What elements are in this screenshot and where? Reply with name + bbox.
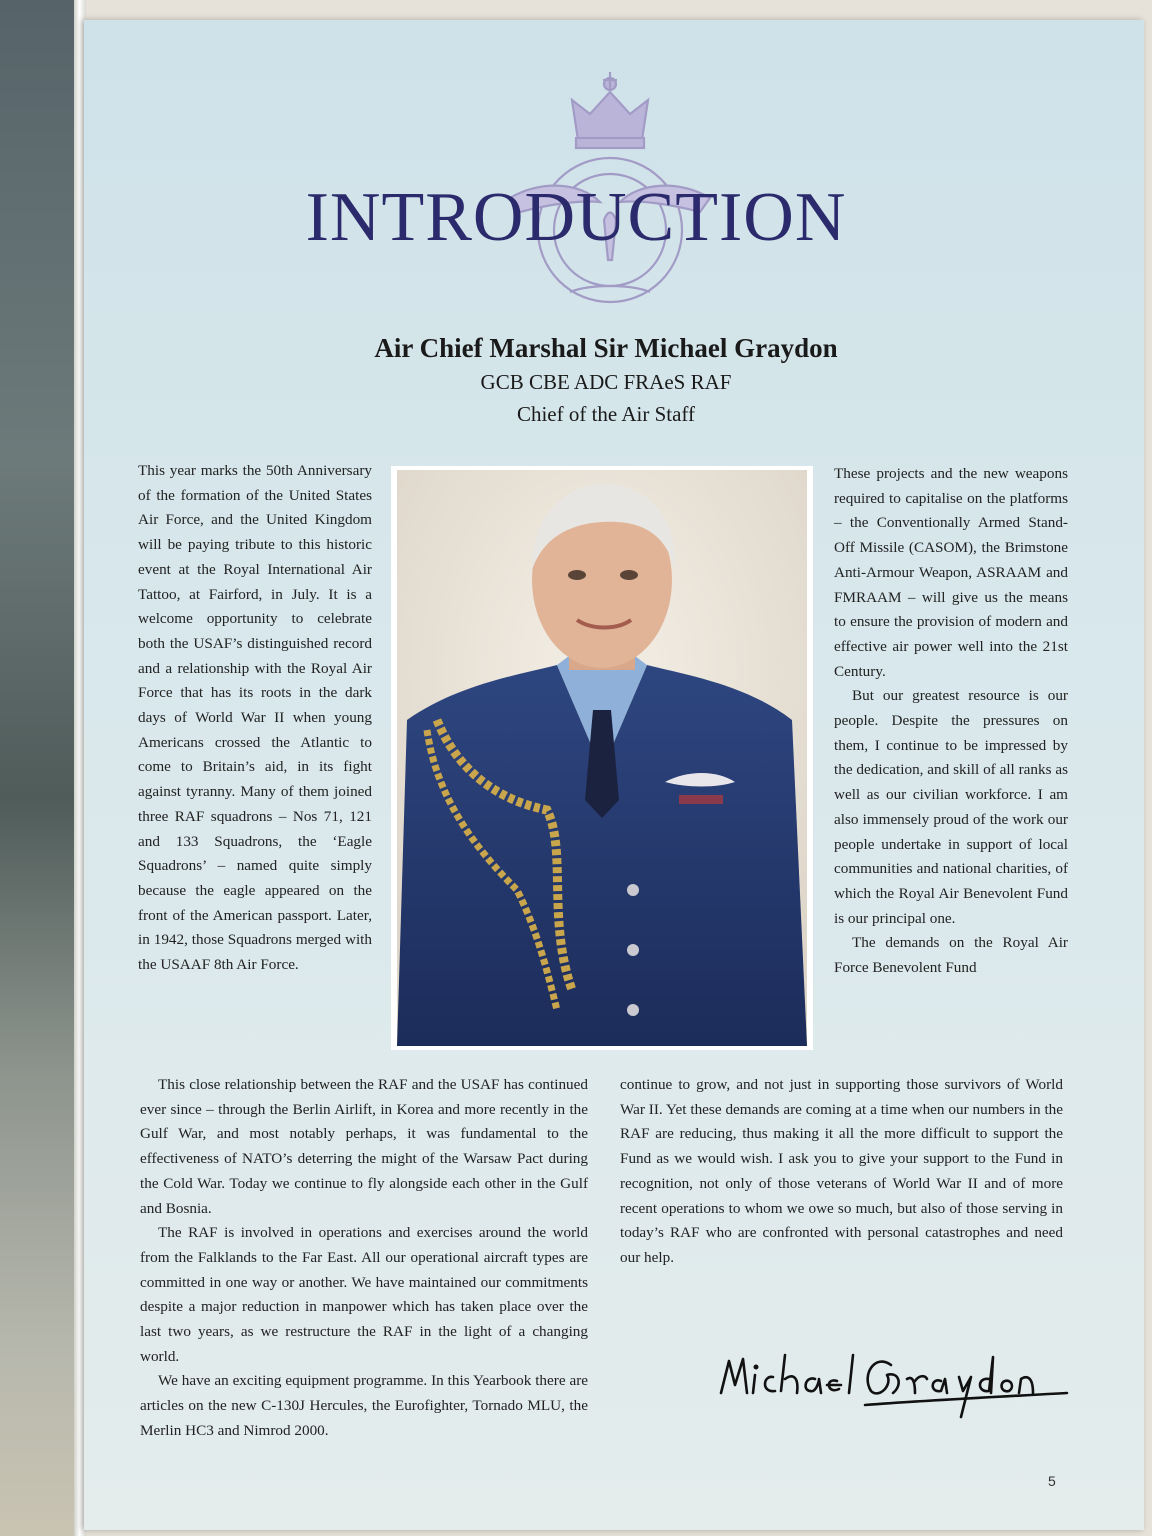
page-title: INTRODUCTION (305, 179, 847, 256)
paragraph: The demands on the Royal Air Force Benevolent Fund (834, 934, 1068, 977)
bottom-right-text (620, 1073, 1063, 1271)
paragraph: But our greatest resource is our people. Despite the pressures on them, I continue to be impressed by the dedication, and skill of all ranks as well as our civilian workforce. I am also immensely proud of the work our people undertake in support of local communities and national charities, of which the Royal Air Benevolent Fund is our principal one. (834, 687, 1068, 927)
portrait-image (397, 470, 807, 1046)
portrait-photo (391, 466, 813, 1050)
author-honours: GCB CBE ADC FRAeS RAF (480, 370, 732, 394)
paragraph: These projects and the new weapons required to capitalise on the platforms – the Conventionally Armed Stand-Off Missile (CASOM), the Brimstone Anti-Armour Weapon, ASRAAM and FMRAAM – will give us the means to ensure the provision of modern and effective air power well into the 21st Century. (834, 465, 1068, 680)
author-role: Chief of the Air Staff (516, 402, 696, 426)
author-name: Air Chief Marshal Sir Michael Graydon (374, 333, 838, 363)
paragraph: continue to grow, and not just in supporting those survivors of World War II. Yet these demands are coming at a time when our numbers in the RAF are reducing, thus making it all the more difficult to support the Fund as we would wish. I ask you to give your support to the Fund in recognition, not only of those veterans of World War II and of more recent operations to whom we owe so much, but also of those serving in today’s RAF who are confronted with personal catastrophes and need our help. (620, 1076, 1063, 1266)
paragraph: We have an exciting equipment programme. In this Yearbook there are articles on the new C-130J Hercules, the Eurofighter, Tornado MLU, the Merlin HC3 and Nimrod 2000. (140, 1372, 588, 1439)
paragraph: The RAF is involved in operations and exercises around the world from the Falklands to the Far East. All our operational aircraft types are committed in one way or another. We have maintained our commitments despite a major reduction in manpower which has taken place over the last two years, as we restructure the RAF in the light of a changing world. (140, 1224, 588, 1365)
left-column-text (138, 459, 372, 978)
right-column-text (834, 462, 1068, 981)
paragraph: This close relationship between the RAF and the USAF has continued ever since – through the Berlin Airlift, in Korea and more recently in the Gulf War, and most notably perhaps, it was fundamental to the effectiveness of NATO’s deterring the might of the Warsaw Pact during the Cold War. Today we continue to fly alongside each other in the Gulf and Bosnia. (140, 1076, 588, 1217)
paragraph: This year marks the 50th Anniversary of the formation of the United States Air Force, and the United Kingdom will be paying tribute to this historic event at the Royal International Air Tattoo, at Fairford, in July. It is a welcome opportunity to celebrate both the USAF’s distinguished record and a relationship with the Royal Air Force that has its roots in the dark days of World War II when young Americans crossed the Atlantic to come to Britain’s aid, in its fight against tyranny. Many of them joined three RAF squadrons – Nos 71, 121 and 133 Squadrons, the ‘Eagle Squadrons’ – named quite simply because the eagle appeared on the front of the American passport. Later, in 1942, those Squadrons merged with the USAAF 8th Air Force. (138, 462, 372, 974)
handwritten-signature (715, 1335, 1075, 1425)
page-number: 5 (1048, 1473, 1056, 1489)
bottom-left-text (140, 1073, 588, 1444)
